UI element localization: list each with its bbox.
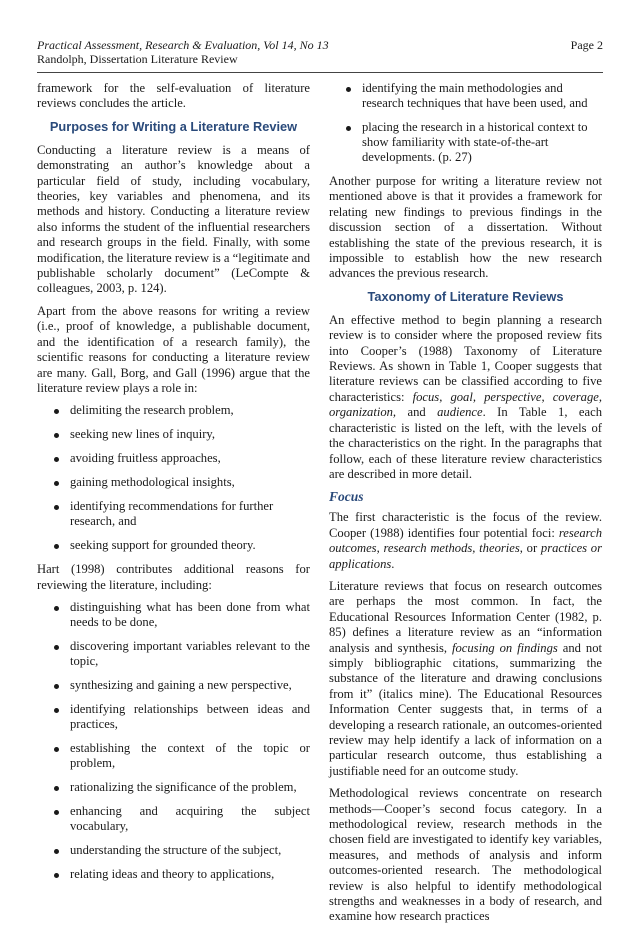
paragraph-focus: The first characteristic is the focus of the review. Cooper (1988) identifies four potential foci: research outcomes, research methods, theories, or practices or applications. (329, 510, 602, 571)
list-item: synthesizing and gaining a new perspective, (37, 678, 310, 693)
list-item: identifying the main methodologies and research techniques that have been used, and (329, 81, 602, 111)
list-item: gaining methodological insights, (37, 475, 310, 490)
paragraph: framework for the self-evaluation of literature reviews concludes the article. (37, 81, 310, 111)
page-header (37, 38, 603, 66)
paragraph: Hart (1998) contributes additional reasons for reviewing the literature, including: (37, 562, 310, 592)
page-number: Page 2 (570, 38, 603, 52)
running-title: Randolph, Dissertation Literature Review (37, 52, 238, 66)
paragraph: Another purpose for writing a literature review not mentioned above is that it provides a framework for relating new findings to previous findings in the discussion section of a dissertation. Without establishing the state of the previous research, it is impossible to establish how the new research advances the previous research. (329, 174, 602, 281)
list-item: enhancing and acquiring the subject vocabulary, (37, 804, 310, 834)
paragraph: Apart from the above reasons for writing a review (i.e., proof of knowledge, a publishable document, and the identification of a research family), the scientific reasons for conducting a literature review are many. Gall, Borg, and Gall (1996) argue that the literature review plays a role in: (37, 303, 310, 395)
list-item: rationalizing the significance of the problem, (37, 780, 310, 795)
section-heading-taxonomy: Taxonomy of Literature Reviews (367, 288, 564, 304)
list-item: understanding the structure of the subject, (37, 843, 310, 858)
list-item: identifying recommendations for further research, and (37, 499, 310, 529)
list-item: establishing the context of the topic or problem, (37, 741, 310, 771)
paragraph-taxonomy: An effective method to begin planning a research review is to consider where the proposed review fits into Cooper’s (1988) Taxonomy of Literature Reviews. As shown in Table 1, Cooper suggests that literature reviews can be classified according to five characteristics: focus, goal, perspective, coverage, organization, and audience. In Table 1, each characteristic is listed on the left, with the levels of the characteristics on the right. In the paragraphs that follow, each of these literature review characteristics are described in more detail. (329, 312, 602, 481)
list-item: discovering important variables relevant to the topic, (37, 639, 310, 669)
bullet-list-gall (37, 403, 310, 553)
bullet-list-hart-continued (329, 81, 602, 165)
list-item: seeking new lines of inquiry, (37, 427, 310, 442)
list-item: relating ideas and theory to applications, (37, 867, 310, 882)
left-column (37, 81, 310, 891)
bullet-list-hart (37, 600, 310, 882)
paragraph-outcomes: Literature reviews that focus on research outcomes are perhaps the most common. In fact, the Educational Resources Information Center (1982, p. 85) defines a literature review as an “information analysis and synthesis, focusing on findings and not simply bibliographic citations, summarizing the substance of the literature and drawing conclusions from it” (italics mine). The Educational Resources Information Center suggests that, in terms of a developing a research rationale, an outcomes-oriented review may help identify a lack of information on a particular research outcome, thus establishing a justifiable need for an outcome study. (329, 578, 602, 778)
right-column (329, 81, 602, 932)
subheading-focus: Focus (329, 489, 364, 505)
list-item: placing the research in a historical context to show familiarity with state-of-the-art developments. (p. 27) (329, 120, 602, 165)
list-item: identifying relationships between ideas and practices, (37, 702, 310, 732)
list-item: seeking support for grounded theory. (37, 538, 310, 553)
header-rule (37, 72, 603, 73)
list-item: delimiting the research problem, (37, 403, 310, 418)
section-heading-purposes: Purposes for Writing a Literature Review (49, 118, 298, 134)
paragraph-methodological: Methodological reviews concentrate on research methods—Cooper’s second focus category. In a methodological review, research methods in the chosen field are investigated to identify key variables, measures, and methods of analysis and inform outcomes-oriented research. The methodological review is also helpful to identify methodological strengths and weaknesses in a body of research, and examine how research practices (329, 786, 602, 924)
paragraph: Conducting a literature review is a means of demonstrating an author’s knowledge about a particular field of study, including vocabulary, theories, key variables and phenomena, and its methods and history. Conducting a literature review also informs the student of the influential researchers and research groups in the field. Finally, with some modification, the literature review is a “legitimate and publishable scholarly document” (LeCompte & colleagues, 2003, p. 124). (37, 142, 310, 296)
list-item: distinguishing what has been done from what needs to be done, (37, 600, 310, 630)
journal-citation: Practical Assessment, Research & Evaluation, Vol 14, No 13 (37, 38, 329, 52)
list-item: avoiding fruitless approaches, (37, 451, 310, 466)
